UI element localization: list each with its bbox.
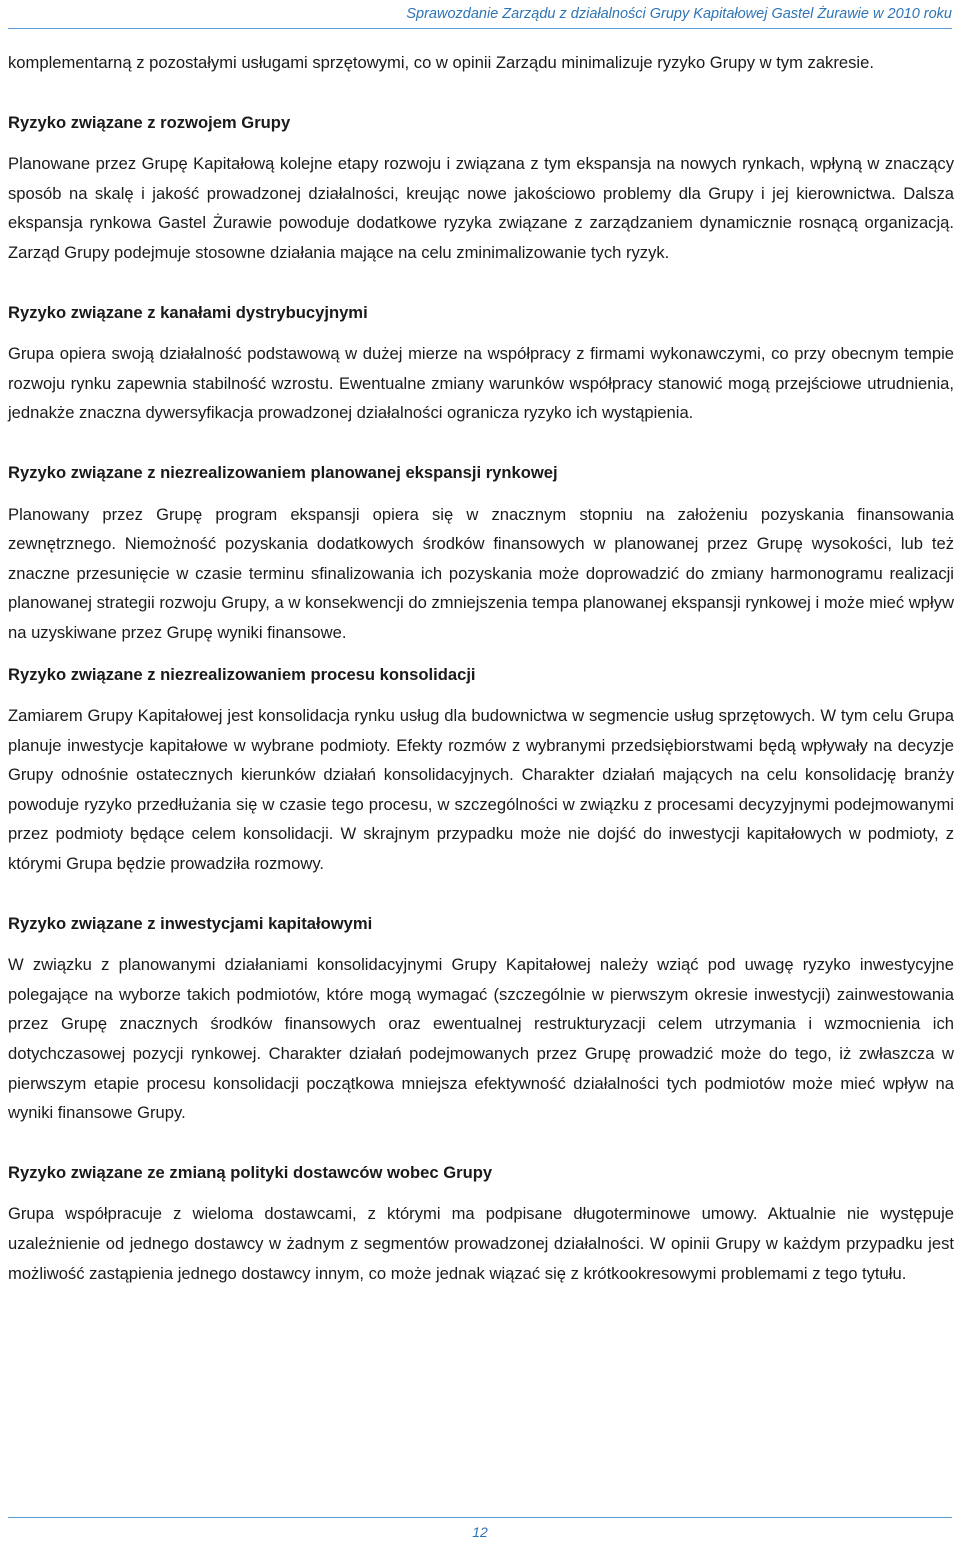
document-body [8, 48, 954, 1288]
section-heading-suppliers: Ryzyko związane ze zmianą polityki dostawców wobec Grupy [8, 1162, 493, 1182]
intro-paragraph: komplementarną z pozostałymi usługami sprzętowymi, co w opinii Zarządu minimalizuje ryzyko Grupy w tym zakresie. [8, 53, 874, 72]
section-body-development: Planowane przez Grupę Kapitałową kolejne etapy rozwoju i związana z tym ekspansja na nowych rynkach, wpłyną w znaczący sposób na skalę i jakość prowadzonej działalności, kreując nowe jakościowo problemy dla Grupy i jej kierownictwa. Dalsza ekspansja rynkowa Gastel Żurawie powoduje dodatkowe ryzyka związane z zarządzaniem dynamicznie rosnącą organizacją. Zarząd Grupy podejmuje stosowne działania mające na celu zminimalizowanie tych ryzyk. [8, 154, 954, 262]
section-body-distribution: Grupa opiera swoją działalność podstawową w dużej mierze na współpracy z firmami wykonawczymi, co przy obecnym tempie rozwoju rynku zapewnia stabilność wzrostu. Ewentualne zmiany warunków współpracy stanowić mogą przejściowe utrudnienia, jednakże znaczna dywersyfikacja prowadzonej działalności ogranicza ryzyko ich wystąpienia. [8, 344, 954, 423]
section-body-expansion: Planowany przez Grupę program ekspansji opiera się w znacznym stopniu na założeniu pozyskania finansowania zewnętrznego. Niemożność pozyskania dodatkowych środków finansowych w planowanej przez Grupę wysokości, lub też znaczne przesunięcie w czasie terminu sfinalizowania ich pozyskania może doprowadzić do zmiany harmonogramu realizacji planowanej strategii rozwoju Grupy, a w konsekwencji do zmniejszenia tempa planowanej ekspansji rynkowej i może mieć wpływ na uzyskiwane przez Grupę wyniki finansowe. [8, 504, 954, 642]
header-divider [8, 28, 952, 29]
running-header: Sprawozdanie Zarządu z działalności Grupy Kapitałowej Gastel Żurawie w 2010 roku [406, 6, 952, 22]
section-body-suppliers: Grupa współpracuje z wieloma dostawcami, z którymi ma podpisane długoterminowe umowy. Aktualnie nie występuje uzależnienie od jednego dostawcy w żadnym z segmentów prowadzonej działalności. W opinii Grupy w każdym przypadku jest możliwość zastąpienia jednego dostawcy innym, co może jednak wiązać się z krótkookresowymi problemami z tego tytułu. [8, 1204, 954, 1283]
section-heading-investments: Ryzyko związane z inwestycjami kapitałowymi [8, 913, 373, 933]
section-heading-distribution: Ryzyko związane z kanałami dystrybucyjnymi [8, 302, 368, 322]
page-number: 12 [472, 1524, 488, 1540]
section-heading-expansion: Ryzyko związane z niezrealizowaniem planowanej ekspansji rynkowej [8, 462, 558, 482]
footer-divider [8, 1517, 952, 1518]
section-body-consolidation: Zamiarem Grupy Kapitałowej jest konsolidacja rynku usług dla budownictwa w segmencie usług sprzętowych. W tym celu Grupa planuje inwestycje kapitałowe w wybrane podmioty. Efekty rozmów z wybranymi przedsiębiorstwami będą wpływały na decyzje Grupy odnośnie ostatecznych kierunków działań konsolidacyjnych. Charakter działań mających na celu konsolidację branży powoduje ryzyko przedłużania się w czasie tego procesu, w szczególności w związku z procesami decyzyjnymi podejmowanymi przez podmioty będące celem konsolidacji. W skrajnym przypadku może nie dojść do inwestycji kapitałowych w podmioty, z którymi Grupa będzie prowadziła rozmowy. [8, 706, 954, 874]
section-body-investments: W związku z planowanymi działaniami konsolidacyjnymi Grupy Kapitałowej należy wziąć pod uwagę ryzyko inwestycyjne polegające na wyborze takich podmiotów, które mogą wymagać (szczególnie w pierwszym okresie inwestycji) zainwestowania przez Grupę znacznych środków finansowych oraz ewentualnej restrukturyzacji celem utrzymania i wzmocnienia ich dotychczasowej pozycji rynkowej. Charakter działań podejmowanych przez Grupę prowadzić może do tego, iż zwłaszcza w pierwszym etapie procesu konsolidacji początkowa mniejsza efektywność działalności tych podmiotów może mieć wpływ na wyniki finansowe Grupy. [8, 955, 954, 1123]
section-heading-consolidation: Ryzyko związane z niezrealizowaniem procesu konsolidacji [8, 664, 476, 684]
section-heading-development: Ryzyko związane z rozwojem Grupy [8, 112, 291, 132]
